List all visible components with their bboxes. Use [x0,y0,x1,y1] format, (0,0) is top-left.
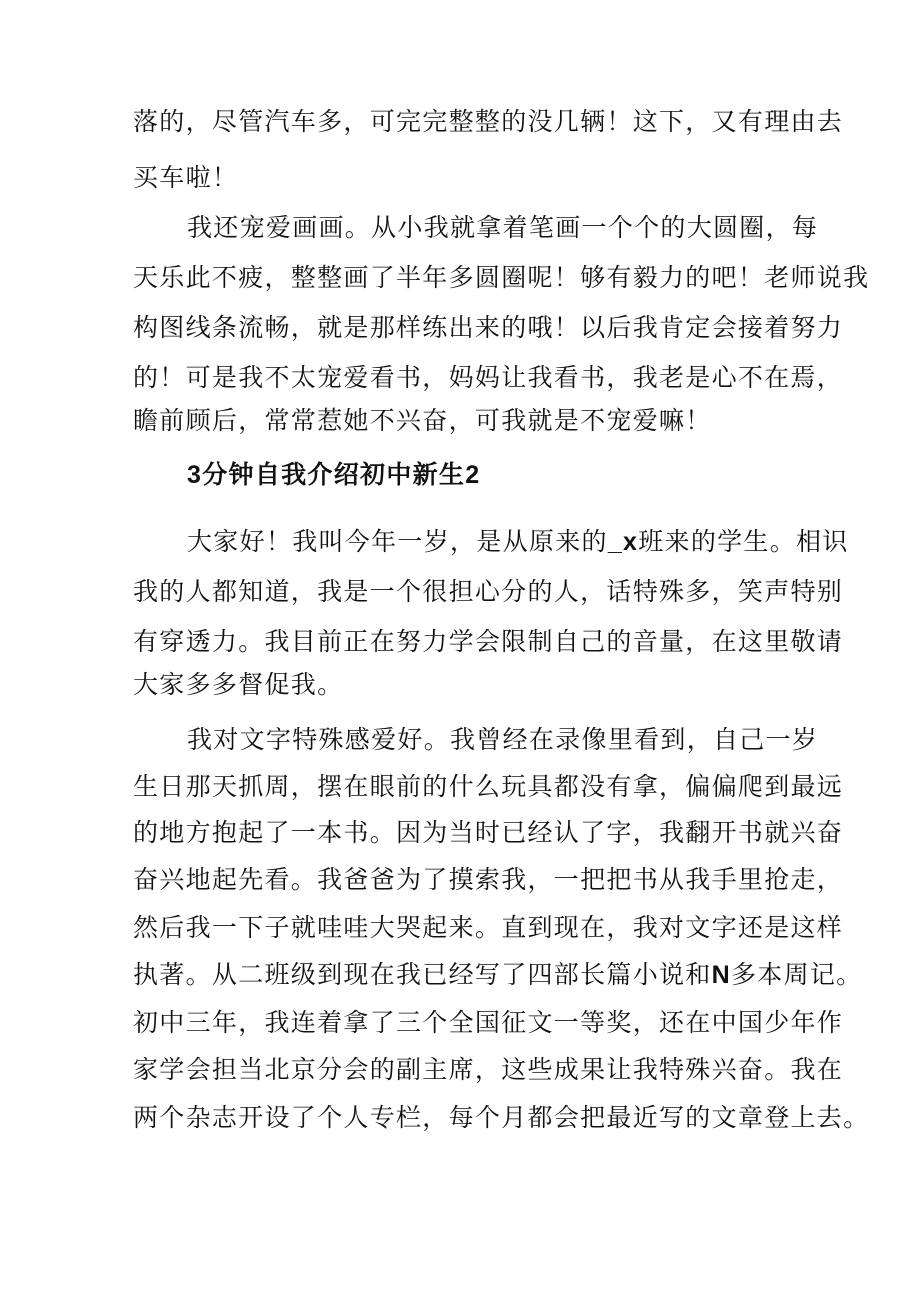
section-heading [187,460,480,490]
text-line: 大家多多督促我。 [133,670,344,699]
text-line: 构图线条流畅，就是那样练出来的哦！以后我肯定会接着努力 [133,313,844,342]
intro-before: 大家好！我叫今年一岁，是从原来的 [187,527,608,556]
heading-suffix: 2 [465,461,481,489]
text-line [133,960,862,990]
paragraph-start-line [187,527,849,557]
paragraph-start-line: 我还宠爱画画。从小我就拿着笔画一个个的大圆圈，每 [187,213,819,242]
novels-after: 多本周记。 [730,960,863,989]
text-line: 买车啦！ [133,163,239,192]
text-line: 家学会担当北京分会的副主席，这些成果让我特殊兴奋。我在 [133,1055,844,1084]
text-line: 的地方抱起了一本书。因为当时已经认了字，我翻开书就兴奋 [133,818,844,847]
text-line: 的！可是我不太宠爱看书，妈妈让我看书，我老是心不在焉， [133,363,844,392]
novels-letter: N [711,961,731,989]
text-line: 天乐此不疲，整整画了半年多圆圈呢！够有毅力的吧！老师说我 [133,263,870,292]
text-line: 然后我一下子就哇哇大哭起来。直到现在，我对文字还是这样 [133,913,844,942]
text-line: 瞻前顾后，常常惹她不兴奋，可我就是不宠爱嘛！ [133,406,712,435]
heading-number: 3 [187,461,203,489]
text-line: 奋兴地起先看。我爸爸为了摸索我，一把把书从我手里抢走， [133,865,844,894]
intro-after: 班来的学生。相识 [638,527,849,556]
intro-blank: _x [607,528,639,556]
text-line: 初中三年，我连着拿了三个全国征文一等奖，还在中国少年作 [133,1008,844,1037]
text-line: 我的人都知道，我是一个很担心分的人，话特殊多，笑声特别 [133,577,844,606]
paragraph-start-line: 我对文字特殊感爱好。我曾经在录像里看到，自己一岁 [187,725,819,754]
text-line: 有穿透力。我目前正在努力学会限制自己的音量，在这里敬请 [133,627,844,656]
text-line: 落的，尽管汽车多，可完完整整的没几辆！这下，又有理由去 [133,107,844,136]
text-line: 生日那天抓周，摆在眼前的什么玩具都没有拿，偏偏爬到最远 [133,772,844,801]
heading-text: 分钟自我介绍初中新生 [202,460,466,489]
novels-before: 执著。从二班级到现在我已经写了四部长篇小说和 [133,960,712,989]
text-line: 两个杂志开设了个人专栏，每个月都会把最近写的文章登上去。 [133,1103,870,1132]
